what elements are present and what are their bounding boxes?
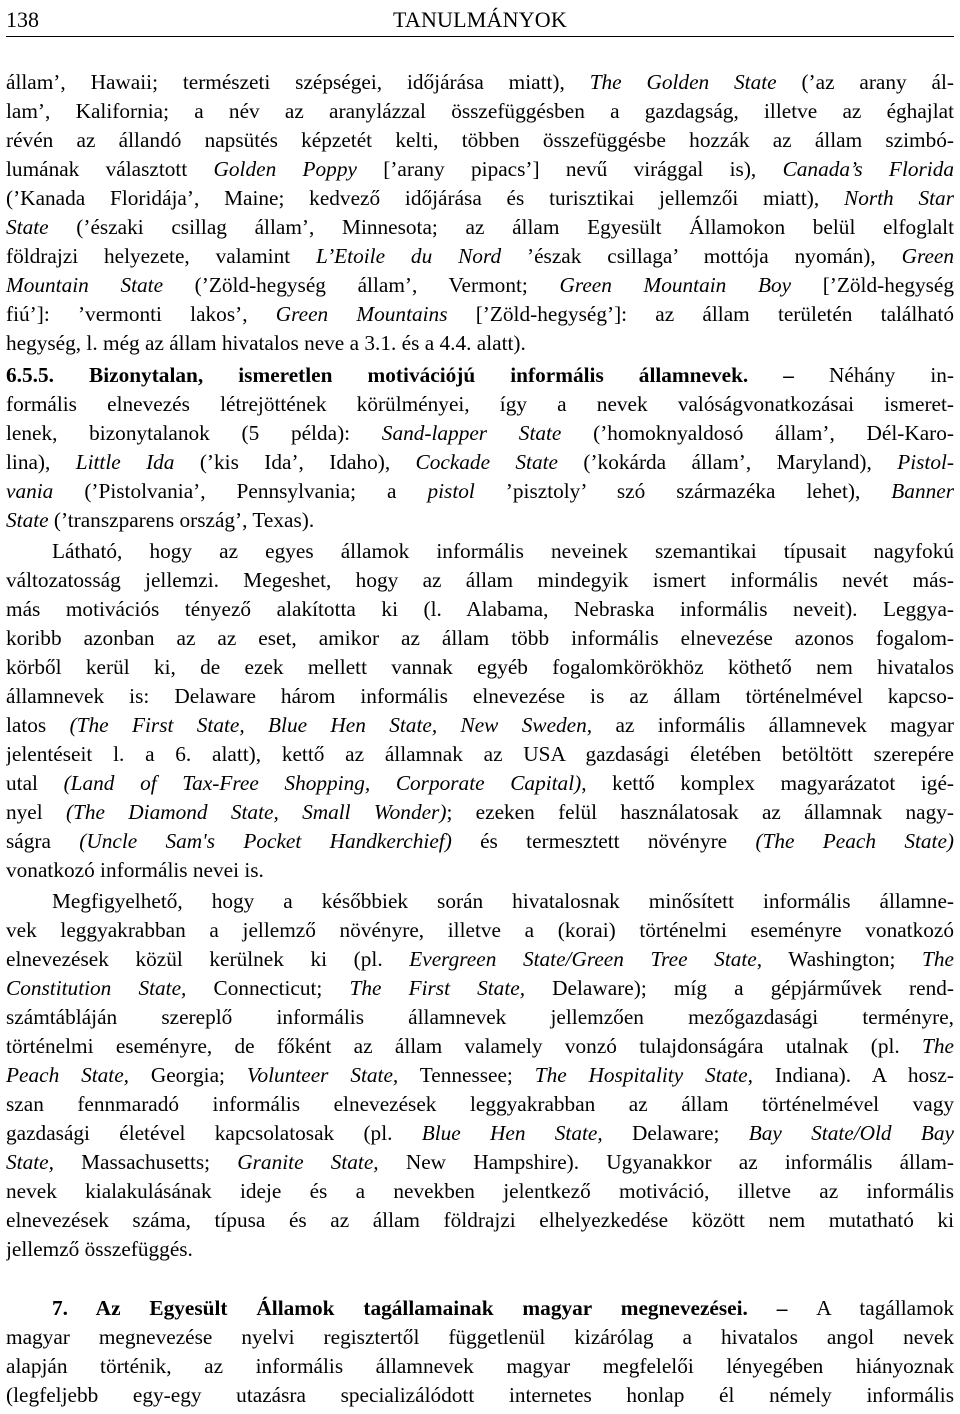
text-line [6, 184, 954, 213]
italic-run: Canada’s Florida [782, 157, 954, 181]
text-line [6, 740, 954, 769]
text-run: (legfeljebb egy-egy utazásra specializálódott internetes honlap él némely informális [6, 1383, 954, 1407]
text-run: jellemző összefüggés. [6, 1237, 193, 1261]
italic-run: The [922, 1034, 954, 1058]
italic-run: Blue Hen State, [421, 1121, 603, 1145]
text-line [52, 1294, 954, 1323]
text-run: (’az arany ál- [776, 70, 954, 94]
text-run: magyar megnevezése nyelvi regisztertől függetlenül kizárólag a hivatalos angol nevek [6, 1325, 954, 1349]
text-line [6, 448, 954, 477]
text-line [6, 329, 954, 358]
text-run: elnevezések közül kerülnek ki (pl. [6, 947, 410, 971]
italic-run: (The First State, Blue Hen State, New Sweden, [69, 713, 593, 737]
italic-run: (Land of Tax-Free Shopping, Corporate Capital) [63, 771, 582, 795]
italic-run: Constitution State, [6, 976, 187, 1000]
text-line [6, 1323, 954, 1352]
text-run: [’Zöld-hegység [791, 273, 954, 297]
text-run: (’Pistolvania’, Pennsylvania; a [53, 479, 428, 503]
text-run: Tennessee; [398, 1063, 535, 1087]
italic-run: State [6, 508, 49, 532]
bold-run: 7. Az Egyesült Államok tagállamainak magyar megnevezései. – [52, 1296, 817, 1320]
text-run: változatosság jellemzi. Megeshet, hogy az állam mindegyik ismert informális nevét más- [6, 568, 954, 592]
italic-run: The [922, 947, 954, 971]
text-run: Megfigyelhető, hogy a későbbiek során hivatalosnak minősített informális államne- [52, 889, 954, 913]
text-run: lenek, bizonytalanok (5 példa): [6, 421, 382, 445]
text-line [6, 155, 954, 184]
italic-run: (The Peach State) [755, 829, 954, 853]
text-run: és termesztett növényre [451, 829, 756, 853]
italic-run: Green [901, 244, 954, 268]
text-line [6, 653, 954, 682]
text-run: nyel [6, 800, 66, 824]
text-run: lam’, Kalifornia; a név az aranylázzal összefüggésben a gazdagság, illetve az éghajlat [6, 99, 954, 123]
text-run: Georgia; [128, 1063, 247, 1087]
text-line [6, 271, 954, 300]
text-line [6, 68, 954, 97]
italic-run: Granite State, [237, 1150, 379, 1174]
text-run: számtábláján szereplő informális államnevek jellemzően mezőgazdasági terményre, [6, 1005, 954, 1029]
italic-run: Golden Poppy [213, 157, 357, 181]
text-run: Indiana). A hosz- [752, 1063, 954, 1087]
text-run: más motivációs tényező alakította ki (l. Alabama, Nebraska informális neveit). Leggya- [6, 597, 954, 621]
italic-run: North Star [844, 186, 954, 210]
text-run: ságra [6, 829, 80, 853]
text-run: szan fennmaradó informális elnevezések leggyakrabban az állam történelmével vagy [6, 1092, 954, 1116]
text-run: A tagállamok [816, 1296, 954, 1320]
italic-run: Cockade State [415, 450, 558, 474]
italic-run: Sand-lapper State [381, 421, 562, 445]
text-run: lina), [6, 450, 76, 474]
text-line [6, 916, 954, 945]
text-line [6, 1235, 954, 1264]
italic-run: State [6, 215, 49, 239]
text-run: földrajzi helyezete, valamint [6, 244, 317, 268]
text-run: elnevezések száma, típusa és az állam földrajzi elhelyezkedése között nem mutatható ki [6, 1208, 954, 1232]
italic-run: Peach State, [6, 1063, 129, 1087]
text-line [6, 595, 954, 624]
bold-run: 6.5.5. Bizonytalan, ismeretlen motivációjú informális államnevek. – [6, 363, 830, 387]
text-line [6, 390, 954, 419]
text-run: vonatkozó informális nevei is. [6, 858, 264, 882]
text-line [6, 1352, 954, 1381]
text-line [6, 97, 954, 126]
italic-run: (Uncle Sam's Pocket Handkerchief) [79, 829, 452, 853]
italic-run: Bay State/Old Bay [748, 1121, 954, 1145]
text-line [6, 798, 954, 827]
text-line [6, 1032, 954, 1061]
running-head-title: TANULMÁNYOK [393, 7, 567, 32]
text-run: nevek kialakulásának ideje és a nevekben jelentkező motiváció, illetve az informális [6, 1179, 954, 1203]
text-line [6, 1061, 954, 1090]
text-line [6, 974, 954, 1003]
text-run: Néhány in- [829, 363, 954, 387]
italic-run: vania [6, 479, 54, 503]
italic-run: The First State, [349, 976, 526, 1000]
text-run: ’pisztoly’ szó származéka lehet), [474, 479, 892, 503]
text-run: az informális államnevek magyar [592, 713, 954, 737]
italic-run: State, [6, 1150, 54, 1174]
text-run: (’homoknyaldosó állam’, Dél-Karo- [561, 421, 954, 445]
text-run: történelmi eseményre, de főként az állam valamely vonzó tulajdonságára utalnak (pl. [6, 1034, 923, 1058]
text-line [6, 856, 954, 885]
text-line [6, 477, 954, 506]
text-run: ; ezeken felül használatosak az államnak nagy- [446, 800, 954, 824]
italic-run: The Golden State [589, 70, 777, 94]
text-run: alapján történik, az informális államnevek magyar megfelelői lényegében hiányoznak [6, 1354, 954, 1378]
text-run: állam’, Hawaii; természeti szépségei, időjárása miatt), [6, 70, 590, 94]
text-run: formális elnevezés létrejöttének körülményei, így a nevek valóságvonatkozásai ismeret- [6, 392, 954, 416]
text-line [6, 361, 954, 390]
text-run: gazdasági életével kapcsolatosak (pl. [6, 1121, 422, 1145]
italic-run: The Hospitality State, [534, 1063, 753, 1087]
page-number: 138 [6, 7, 39, 32]
text-line [6, 711, 954, 740]
text-run: utal [6, 771, 64, 795]
italic-run: L’Etoile du Nord [316, 244, 502, 268]
text-line [6, 1119, 954, 1148]
text-run: fiú’]: ’vermonti lakos’, [6, 302, 276, 326]
text-line [6, 1206, 954, 1235]
text-run: Washington; [762, 947, 923, 971]
text-run: Delaware); míg a gépjárművek rend- [525, 976, 954, 1000]
text-run: [’arany pipacs’] nevű virággal is), [356, 157, 783, 181]
text-line [52, 537, 954, 566]
text-run: körből kerül ki, de ezek mellett vannak egyéb fogalomkörökhöz köthető nem hivatalos [6, 655, 954, 679]
text-run: Delaware; [602, 1121, 749, 1145]
italic-run: Banner [891, 479, 954, 503]
italic-run: Volunteer State, [246, 1063, 399, 1087]
text-run: koribb azonban az az eset, amikor az állam több informális elnevezése azonos fogalom- [6, 626, 954, 650]
text-run: Connecticut; [186, 976, 350, 1000]
italic-run: pistol [427, 479, 475, 503]
text-line [6, 506, 954, 535]
text-line [6, 1090, 954, 1119]
text-run: államnevek is: Delaware három informális elnevezése is az állam történelmével kapcso- [6, 684, 954, 708]
text-line [6, 300, 954, 329]
text-line [6, 566, 954, 595]
text-run: (’transzparens ország’, Texas). [48, 508, 315, 532]
text-run: vek leggyakrabban a jellemző növényre, illetve a (korai) történelmi eseményre vonatkozó [6, 918, 954, 942]
text-line [6, 419, 954, 448]
italic-run: Evergreen State/Green Tree State, [409, 947, 763, 971]
text-run: (’Zöld-hegység állam’, Vermont; [163, 273, 560, 297]
text-line [52, 887, 954, 916]
text-line [6, 624, 954, 653]
text-run: (’kokárda állam’, Maryland), [557, 450, 898, 474]
text-line [6, 1003, 954, 1032]
text-line [6, 769, 954, 798]
text-run: , kettő komplex magyarázatot igé- [581, 771, 954, 795]
text-line [6, 945, 954, 974]
text-run: New Hampshire). Ugyanakkor az informális állam- [378, 1150, 954, 1174]
italic-run: Mountain State [6, 273, 164, 297]
italic-run: Green Mountains [275, 302, 448, 326]
italic-run: (The Diamond State, Small Wonder) [65, 800, 447, 824]
text-line [6, 242, 954, 271]
text-run: Massachusetts; [53, 1150, 238, 1174]
text-run: jelentéseit l. a 6. alatt), kettő az államnak az USA gazdasági életében betöltött szerepére [6, 742, 954, 766]
text-run: (’Kanada Floridája’, Maine; kedvező időjárása és turisztikai jellemzői miatt), [6, 186, 844, 210]
text-line [6, 682, 954, 711]
text-run: latos [6, 713, 70, 737]
text-line [6, 1177, 954, 1206]
text-run: hegység, l. még az állam hivatalos neve a 3.1. és a 4.4. alatt). [6, 331, 526, 355]
text-run: (’északi csillag állam’, Minnesota; az állam Egyesült Államokon belül elfoglalt [48, 215, 954, 239]
italic-run: Pistol- [897, 450, 954, 474]
text-run: [’Zöld-hegység’]: az állam területén található [447, 302, 954, 326]
text-run: Látható, hogy az egyes államok informális neveinek szemantikai típusait nagyfokú [52, 539, 954, 563]
text-line [6, 1381, 954, 1410]
italic-run: Little Ida [75, 450, 175, 474]
italic-run: Green Mountain Boy [559, 273, 792, 297]
text-line [6, 827, 954, 856]
text-run: lumának választott [6, 157, 214, 181]
text-line [6, 1148, 954, 1177]
text-line [6, 126, 954, 155]
text-run: ’észak csillaga’ mottója nyomán), [501, 244, 902, 268]
text-line [6, 213, 954, 242]
text-run: (’kis Ida’, Idaho), [174, 450, 416, 474]
text-run: révén az állandó napsütés képzetét kelti, többen összefüggésbe hozzák az állam szimbó- [6, 128, 954, 152]
